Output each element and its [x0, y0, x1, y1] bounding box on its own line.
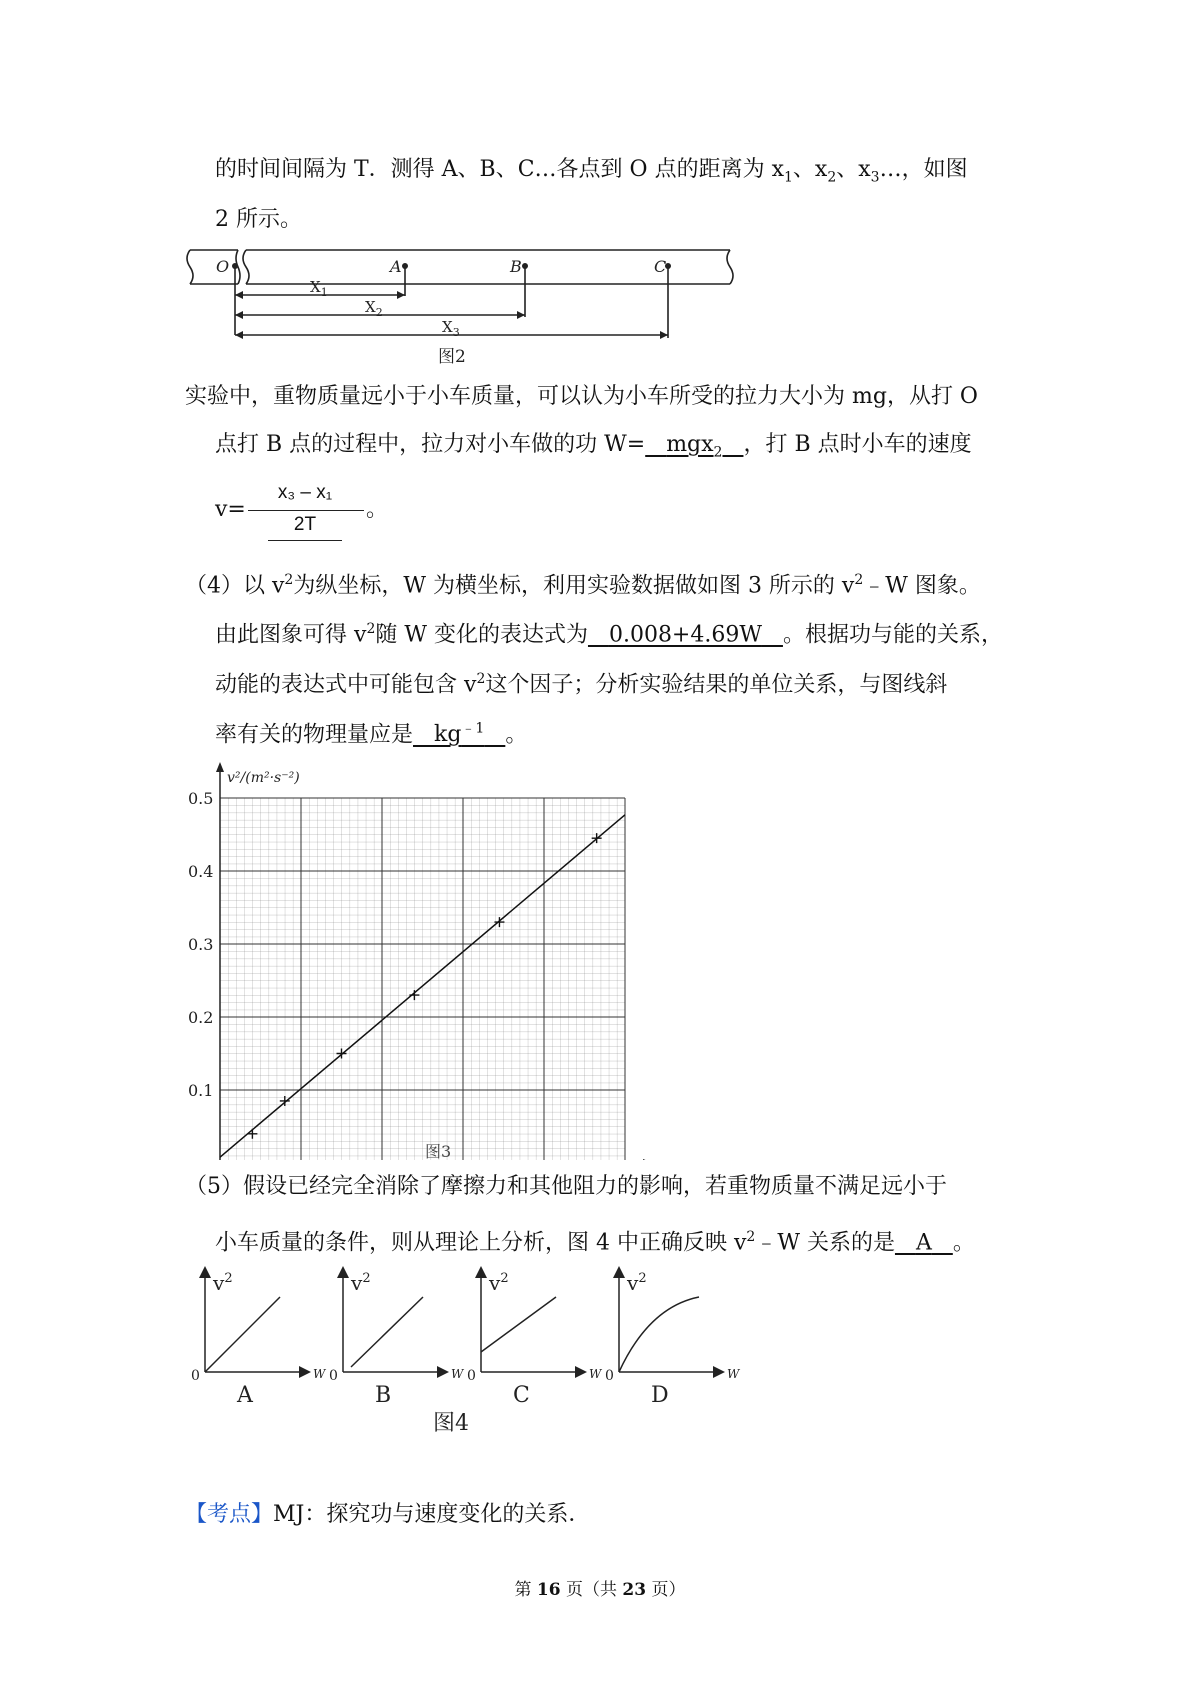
xlabel-a: W	[313, 1367, 326, 1381]
answer-expression-text: 0.008+4.69W	[608, 622, 762, 648]
dist-x2-sub: 2	[375, 306, 383, 319]
figure-3-chart	[185, 760, 725, 1160]
panel-b	[329, 1271, 465, 1408]
q4-l1-a: （4）以 v	[185, 573, 285, 599]
intro-line-1	[215, 155, 968, 192]
q3-line2-pre: 点打 B 点的过程中，拉力对小车做的功 W=	[215, 432, 646, 457]
y-tick-label: 0.5	[188, 789, 214, 808]
x-axis-arrow	[643, 1159, 653, 1160]
q4-line-2	[215, 614, 1003, 650]
ylabel-b-letter: v	[351, 1271, 363, 1295]
footer-page-number: 16	[536, 1580, 561, 1600]
ylabel-a	[212, 1271, 233, 1295]
fraction-underline	[268, 540, 342, 541]
q5-l2-c: 。	[952, 1230, 975, 1256]
q4-l4-a: 率有关的物理量应是	[215, 722, 414, 748]
footer-mid: 页（共	[560, 1580, 623, 1600]
q4-l2-c: 。根据功与能的关系，	[782, 622, 1003, 648]
q4-l2-a: 由此图象可得 v	[215, 622, 367, 648]
answer-work-sub: 2	[713, 444, 723, 461]
y-axis-label: v²/(m²·s⁻²)	[227, 770, 300, 786]
q3-line-2	[215, 430, 972, 467]
ylabel-a-letter: v	[213, 1271, 225, 1295]
q4-l3-b: 这个因子；分析实验结果的单位关系，与图线斜	[485, 672, 948, 698]
y-tick-label: 0.3	[188, 935, 214, 954]
ylabel-d-sup: 2	[638, 1271, 647, 1286]
xlabel-c: W	[589, 1367, 602, 1381]
y-axis-arrow	[216, 762, 224, 772]
q4-line-3	[215, 664, 947, 700]
sub-1: 1	[783, 169, 793, 186]
y-tick-label: 0.2	[188, 1008, 214, 1027]
answer-choice-text: A	[915, 1230, 932, 1256]
fraction-bar	[268, 510, 342, 511]
point-B: B	[510, 257, 522, 276]
kaodian-label: 【考点】	[185, 1502, 274, 1527]
panel-c	[467, 1271, 603, 1408]
figure-2-tape	[180, 242, 740, 372]
dist-x3-letter: X	[442, 318, 453, 336]
dist-x3	[442, 318, 460, 339]
origin-b: 0	[329, 1368, 338, 1384]
q5-l2-a: 小车质量的条件，则从理论上分析，图 4 中正确反映 v	[215, 1230, 747, 1256]
dist-x1-letter: X	[310, 278, 321, 296]
answer-unit-text: kg	[434, 722, 462, 748]
answer-work-text: mgx	[666, 432, 714, 457]
q3-line2-post: ，打 B 点时小车的速度	[743, 432, 972, 457]
figure-4-graphs	[185, 1262, 785, 1432]
figure-2-caption: 图2	[438, 347, 466, 367]
curve-b	[351, 1297, 423, 1367]
q5-line-2	[215, 1222, 975, 1258]
answer-expression	[588, 622, 783, 647]
figure-3-caption: 图3	[425, 1142, 452, 1160]
q5-l2-b: ﹣W 关系的是	[755, 1230, 895, 1256]
point-A: A	[390, 257, 402, 276]
point-O: O	[216, 257, 230, 276]
letter-d: D	[651, 1383, 669, 1408]
sep-1: 、x	[792, 157, 828, 182]
dist-x1	[310, 278, 328, 299]
intro-line-2: 2 所示。	[215, 207, 302, 232]
figure-4-caption: 图4	[433, 1411, 469, 1432]
dist-x1-sub: 1	[320, 286, 328, 299]
kaodian-text: MJ：探究功与速度变化的关系．	[273, 1502, 591, 1527]
xlabel-b: W	[451, 1367, 464, 1381]
dist-x3-sub: 3	[452, 326, 460, 339]
panel-d	[605, 1271, 741, 1408]
origin-d: 0	[605, 1368, 614, 1384]
intro-text: 的时间间隔为 T．测得 A、B、C…各点到 O 点的距离为 x	[215, 157, 784, 182]
point-C: C	[654, 257, 667, 276]
intro-tail: …，如图	[879, 157, 968, 182]
q4-l1-b: 为纵坐标，W 为横坐标，利用实验数据做如图 3 所示的 v	[293, 573, 855, 599]
sub-2: 2	[827, 169, 837, 186]
sup-2: 2	[366, 621, 376, 637]
q4-line-4	[215, 714, 527, 750]
ylabel-a-sup: 2	[224, 1271, 233, 1286]
q4-line-1	[185, 565, 981, 601]
v-blank-left	[248, 510, 268, 511]
sep-2: 、x	[836, 157, 871, 182]
letter-a: A	[237, 1383, 253, 1408]
panel-a	[191, 1271, 327, 1408]
curve-a	[205, 1297, 280, 1372]
answer-unit-sup: ﹣1	[461, 721, 485, 737]
q4-l2-b: 随 W 变化的表达式为	[375, 622, 588, 648]
y-tick-labels	[188, 789, 213, 1100]
q3-line-1: 实验中，重物质量远小于小车质量，可以认为小车所受的拉力大小为 mg，从打 O	[185, 384, 978, 409]
dist-x2	[365, 298, 383, 319]
curve-d	[619, 1297, 699, 1372]
sup-2: 2	[476, 671, 486, 687]
answer-unit	[413, 722, 505, 747]
kaodian-line	[185, 1500, 590, 1530]
q3-v-suffix: 。	[366, 497, 389, 522]
footer-total-pages: 23	[622, 1580, 647, 1600]
answer-choice	[895, 1230, 953, 1255]
ylabel-d-letter: v	[627, 1271, 639, 1295]
sup-2: 2	[284, 572, 294, 588]
q4-l1-c: ﹣W 图象。	[863, 573, 981, 599]
ylabel-d	[626, 1271, 647, 1295]
answer-work	[645, 432, 743, 461]
q4-l3-a: 动能的表达式中可能包含 v	[215, 672, 477, 698]
y-tick-label: 0.1	[188, 1081, 214, 1100]
ylabel-c-sup: 2	[500, 1271, 509, 1286]
fraction-numerator: x₃ – x₁	[277, 482, 333, 503]
origin-c: 0	[467, 1368, 476, 1384]
fraction-denominator: 2T	[293, 514, 317, 535]
origin-a: 0	[191, 1368, 200, 1384]
letter-b: B	[375, 1383, 392, 1408]
dist-x2-letter: X	[365, 298, 376, 316]
ylabel-c	[488, 1271, 509, 1295]
q3-v-prefix: v=	[215, 497, 246, 522]
sub-3: 3	[870, 169, 880, 186]
curve-c	[481, 1297, 556, 1352]
letter-c: C	[513, 1383, 530, 1408]
xlabel-d: W	[727, 1367, 740, 1381]
ylabel-b-sup: 2	[362, 1271, 371, 1286]
sup-2: 2	[746, 1229, 756, 1245]
page-footer	[0, 1575, 1200, 1600]
footer-post: 页）	[646, 1580, 686, 1600]
ylabel-c-letter: v	[489, 1271, 501, 1295]
v-blank-right	[342, 510, 364, 511]
q5-line-1: （5）假设已经完全消除了摩擦力和其他阻力的影响，若重物质量不满足远小于	[185, 1174, 947, 1199]
footer-pre: 第	[514, 1580, 537, 1600]
sup-2: 2	[854, 572, 864, 588]
ylabel-b	[350, 1271, 371, 1295]
y-tick-label: 0.4	[188, 862, 214, 881]
q4-l4-b: 。	[505, 722, 528, 748]
